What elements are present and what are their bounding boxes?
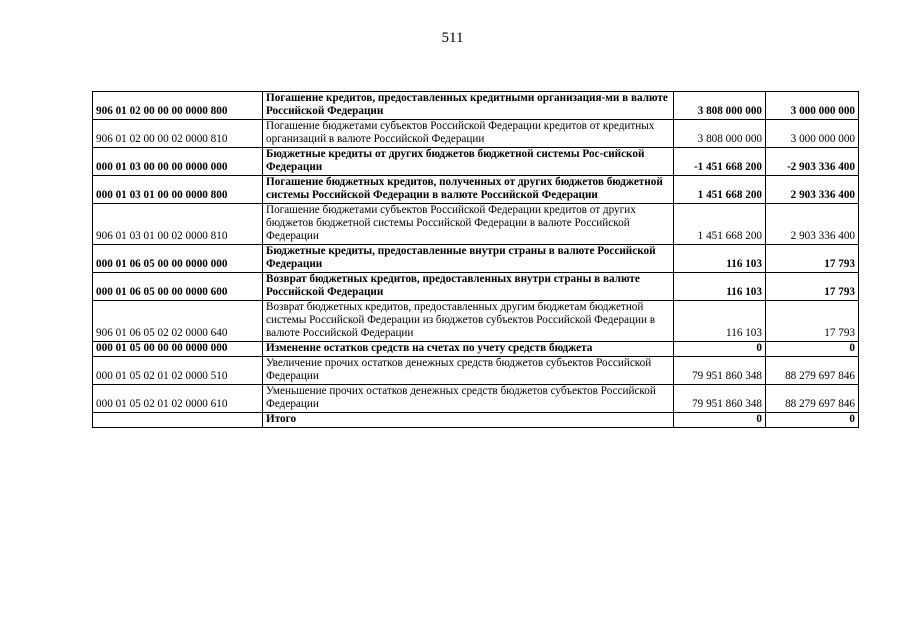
description-cell: Возврат бюджетных кредитов, предоставленных внутри страны в валюте Российской Федерации	[263, 273, 674, 301]
amount-second-cell: 0	[766, 413, 859, 428]
amount-second-cell: -2 903 336 400	[766, 148, 859, 176]
budget-code-cell: 906 01 02 00 00 00 0000 800	[93, 92, 263, 120]
amount-second-cell: 17 793	[766, 301, 859, 342]
amount-second-cell: 88 279 697 846	[766, 385, 859, 413]
description-cell: Возврат бюджетных кредитов, предоставленных другим бюджетам бюджетной системы Российской Федерации из бюджетов субъектов Российской Федерации в валюте Российской Федерации	[263, 301, 674, 342]
budget-code-cell: 906 01 06 05 02 02 0000 640	[93, 301, 263, 342]
description-cell: Погашение кредитов, предоставленных кредитными организация-ми в валюте Российской Федерации	[263, 92, 674, 120]
budget-code-cell: 000 01 03 00 00 00 0000 000	[93, 148, 263, 176]
amount-second-cell: 88 279 697 846	[766, 357, 859, 385]
budget-code-cell: 000 01 05 02 01 02 0000 610	[93, 385, 263, 413]
table-row	[93, 148, 859, 176]
budget-code-cell: 000 01 05 00 00 00 0000 000	[93, 342, 263, 357]
amount-first-cell: 79 951 860 348	[674, 357, 766, 385]
budget-code-cell: 000 01 06 05 00 00 0000 000	[93, 245, 263, 273]
budget-code-cell: 906 01 02 00 00 02 0000 810	[93, 120, 263, 148]
description-cell: Погашение бюджетами субъектов Российской Федерации кредитов от других бюджетов бюджетной системы Российской Федерации в валюте Российской Федерации	[263, 204, 674, 245]
table-row	[93, 357, 859, 385]
amount-second-cell: 2 903 336 400	[766, 176, 859, 204]
amount-second-cell: 0	[766, 342, 859, 357]
amount-second-cell: 17 793	[766, 245, 859, 273]
amount-first-cell: -1 451 668 200	[674, 148, 766, 176]
budget-code-cell: 000 01 06 05 00 00 0000 600	[93, 273, 263, 301]
budget-sources-table	[92, 91, 859, 428]
table-row	[93, 301, 859, 342]
table-row	[93, 385, 859, 413]
amount-first-cell: 3 808 000 000	[674, 92, 766, 120]
table-row	[93, 273, 859, 301]
amount-first-cell: 1 451 668 200	[674, 204, 766, 245]
budget-code-cell	[93, 413, 263, 428]
table-body	[93, 92, 859, 428]
table-row	[93, 342, 859, 357]
table-row	[93, 413, 859, 428]
table-row	[93, 245, 859, 273]
budget-code-cell: 000 01 03 01 00 00 0000 800	[93, 176, 263, 204]
description-cell: Бюджетные кредиты, предоставленные внутри страны в валюте Российской Федерации	[263, 245, 674, 273]
description-cell: Уменьшение прочих остатков денежных средств бюджетов субъектов Российской Федерации	[263, 385, 674, 413]
description-cell: Бюджетные кредиты от других бюджетов бюджетной системы Рос-сийской Федерации	[263, 148, 674, 176]
amount-first-cell: 0	[674, 342, 766, 357]
amount-first-cell: 116 103	[674, 245, 766, 273]
amount-second-cell: 3 000 000 000	[766, 92, 859, 120]
amount-first-cell: 0	[674, 413, 766, 428]
amount-second-cell: 2 903 336 400	[766, 204, 859, 245]
amount-second-cell: 3 000 000 000	[766, 120, 859, 148]
amount-first-cell: 116 103	[674, 273, 766, 301]
description-cell: Изменение остатков средств на счетах по учету средств бюджета	[263, 342, 674, 357]
description-cell: Погашение бюджетных кредитов, полученных от других бюджетов бюджетной системы Российской Федерации в валюте Российской Федерации	[263, 176, 674, 204]
table-row	[93, 92, 859, 120]
amount-first-cell: 79 951 860 348	[674, 385, 766, 413]
amount-first-cell: 116 103	[674, 301, 766, 342]
table-row	[93, 120, 859, 148]
description-cell: Увеличение прочих остатков денежных средств бюджетов субъектов Российской Федерации	[263, 357, 674, 385]
budget-code-cell: 000 01 05 02 01 02 0000 510	[93, 357, 263, 385]
table-row	[93, 176, 859, 204]
amount-second-cell: 17 793	[766, 273, 859, 301]
description-cell: Итого	[263, 413, 674, 428]
table-row	[93, 204, 859, 245]
description-cell: Погашение бюджетами субъектов Российской Федерации кредитов от кредитных организаций в валюте Российской Федерации	[263, 120, 674, 148]
amount-first-cell: 3 808 000 000	[674, 120, 766, 148]
budget-code-cell: 906 01 03 01 00 02 0000 810	[93, 204, 263, 245]
page-number: 511	[441, 30, 464, 46]
amount-first-cell: 1 451 668 200	[674, 176, 766, 204]
